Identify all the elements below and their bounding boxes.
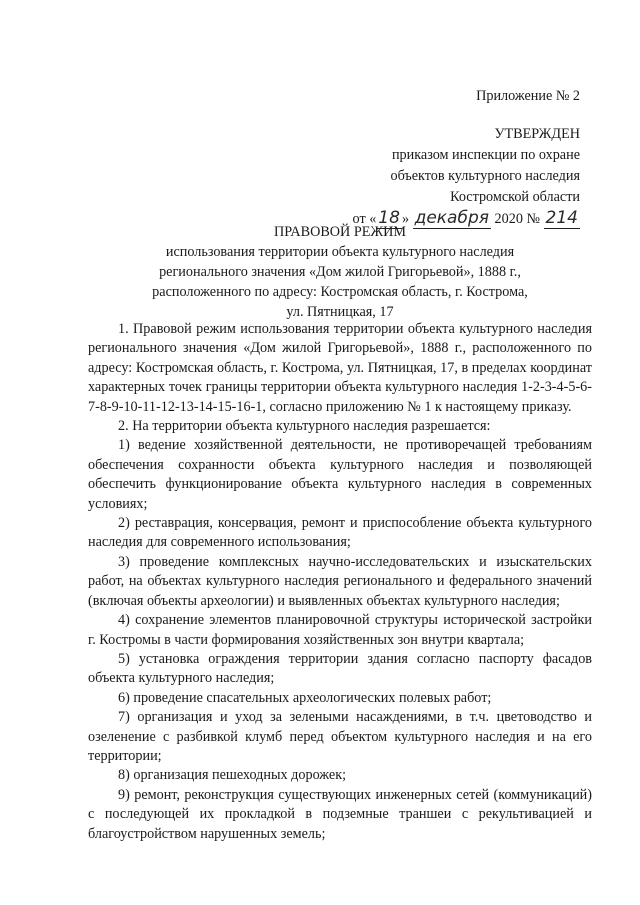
- paragraph-2: 2. На территории объекта культурного наследия разрешается:: [118, 418, 491, 435]
- list-item-9: 9) ремонт, реконструкция существующих инженерных сетей (коммуникаций) с последующей их прокладкой в подземные траншеи с рекультивацией и благоустройством нарушенных земель;: [88, 786, 592, 842]
- order-line-1: приказом инспекции по охране: [391, 147, 580, 163]
- title-sub-1: использования территории объекта культурного наследия: [165, 244, 515, 260]
- date-prefix: от «: [352, 211, 377, 227]
- list-item-6: 6) проведение спасательных археологических полевых работ;: [118, 689, 492, 706]
- date-day-handwritten: 18: [378, 208, 400, 228]
- document-body: [88, 320, 592, 844]
- approval-block: [353, 124, 580, 230]
- list-item-1: 1) ведение хозяйственной деятельности, не противоречащей требованиям обеспечения сохранности объекта культурного наследия и позволяющей обеспечить функционирование объекта культурного наследия в современных условиях;: [88, 437, 592, 512]
- list-item-5: 5) установка ограждения территории здания согласно паспорту фасадов объекта культурного наследия;: [88, 650, 592, 687]
- approved-stamp: УТВЕРЖДЕН: [494, 126, 580, 142]
- date-year: 2020 №: [494, 211, 540, 227]
- paragraph-1: 1. Правовой режим использования территории объекта культурного наследия регионального значения «Дом жилой Григорьевой», 1888 г., расположенного по адресу: Костромская область, г. Кострома, ул. Пятницкая, 17, в пределах координат характерных точек границы территории объекта культурного наследия 1-2-3-4-5-6-7-8-9-10-11-12-13-14-15-16-1, согласно приложению № 1 к настоящему приказу.: [88, 321, 592, 415]
- list-item-3: 3) проведение комплексных научно-исследовательских и изыскательских работ, на объектах культурного наследия регионального и федерального значений (включая объекты археологии) и выявленных объектах культурного наследия;: [88, 553, 592, 609]
- list-item-7: 7) организация и уход за зелеными насаждениями, в т.ч. цветоводство и озеленение с разбивкой клумб перед объектом культурного наследия и на его территории;: [88, 709, 592, 764]
- order-line-2: объектов культурного наследия: [390, 168, 580, 184]
- title-heading: ПРАВОВОЙ РЕЖИМ: [274, 224, 406, 240]
- document-title: [88, 222, 592, 322]
- list-item-4: 4) сохранение элементов планировочной структуры исторической застройки г. Костромы в части формирования хозяйственных зон внутри квартала;: [88, 612, 592, 648]
- title-sub-4: ул. Пятницкая, 17: [286, 304, 394, 320]
- list-item-8: 8) организация пешеходных дорожек;: [118, 767, 347, 784]
- date-month-handwritten: декабря: [414, 208, 489, 228]
- order-number-handwritten: 214: [545, 208, 578, 228]
- title-sub-2: регионального значения «Дом жилой Григорьевой», 1888 г.,: [159, 264, 521, 280]
- appendix-label: Приложение № 2: [476, 88, 580, 104]
- title-sub-3: расположенного по адресу: Костромская область, г. Кострома,: [152, 284, 528, 300]
- date-mid: »: [401, 211, 410, 227]
- order-line-3: Костромской области: [450, 189, 580, 205]
- list-item-2: 2) реставрация, консервация, ремонт и приспособление объекта культурного наследия для современного использования;: [88, 515, 592, 551]
